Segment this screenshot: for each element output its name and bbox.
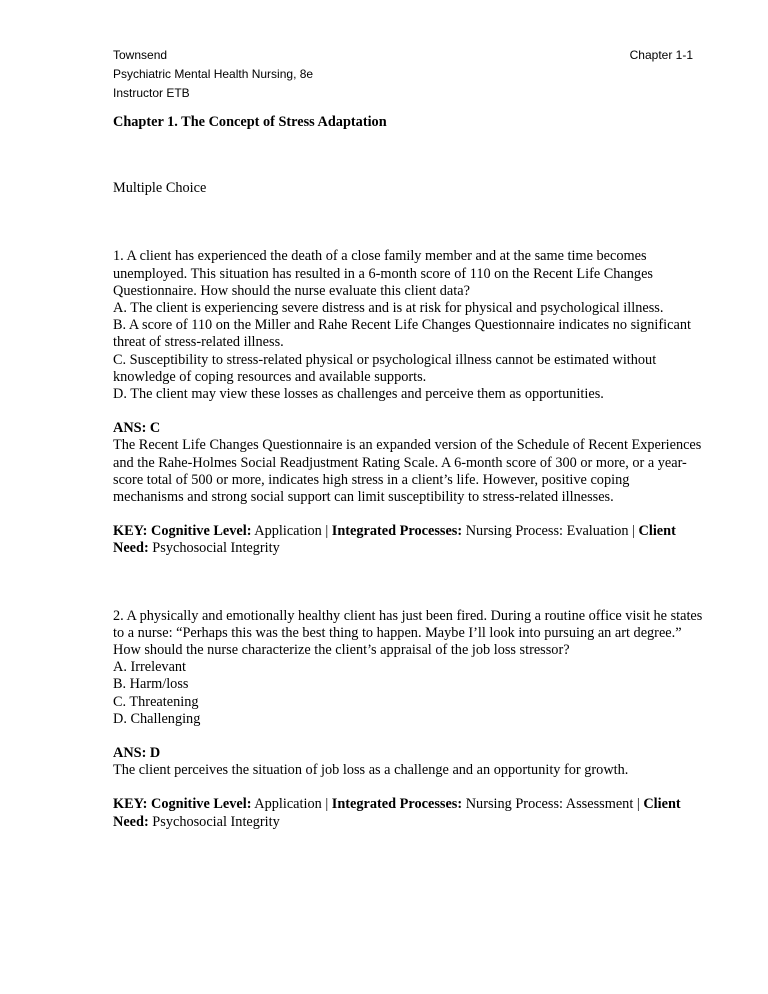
correct-answer: ANS: C [113, 420, 161, 437]
running-header-left [113, 46, 313, 103]
header-edition-type: Instructor ETB [113, 86, 190, 100]
cognitive-level-value: Application | [251, 796, 332, 813]
document-body [113, 114, 703, 831]
answer-option: B. Harm/loss [113, 676, 189, 693]
header-book: Psychiatric Mental Health Nursing, 8e [113, 67, 314, 81]
integrated-processes-label: Integrated Processes: [331, 523, 463, 540]
answer-option: C. Susceptibility to stress-related physical or psychological illness cannot be estimated without knowledge of coping resources and available supports. [113, 351, 657, 385]
answer-option: A. Irrelevant [113, 659, 187, 676]
answer-option: C. Threatening [113, 693, 199, 710]
key-line [113, 796, 703, 830]
question-1 [113, 248, 703, 557]
client-need-label: Client Need: [113, 796, 681, 830]
header-chapter-ref: Chapter 1-1 [629, 48, 693, 62]
client-need-label: Client Need: [113, 523, 676, 557]
key-prefix: KEY: [113, 523, 152, 540]
rationale: The Recent Life Changes Questionnaire is an expanded version of the Schedule of Recent Experiences and the Rahe-Holmes Social Readjustment Rating Scale. A 6-month score of 300 or more, or a year-score total of 500 or more, indicates high stress in a client’s life. However, positive coping mechanisms and strong social support can limit susceptibility to stress-related illnesses. [113, 437, 702, 506]
section-title: Multiple Choice [113, 180, 207, 197]
key-line [113, 523, 703, 557]
header-author: Townsend [113, 48, 168, 62]
cognitive-level-value: Application | [251, 523, 332, 540]
correct-answer: ANS: D [113, 745, 161, 762]
answer-option: D. The client may view these losses as challenges and perceive them as opportunities. [113, 386, 604, 403]
client-need-value: Psychosocial Integrity [148, 540, 280, 557]
chapter-title: Chapter 1. The Concept of Stress Adaptation [113, 114, 387, 130]
cognitive-level-label: Cognitive Level: [151, 523, 252, 540]
integrated-processes-value: Nursing Process: Assessment | [462, 796, 644, 813]
answer-option: B. A score of 110 on the Miller and Rahe Recent Life Changes Questionnaire indicates no significant threat of stress-related illness. [113, 317, 691, 351]
integrated-processes-value: Nursing Process: Evaluation | [462, 523, 639, 540]
answer-option: A. The client is experiencing severe distress and is at risk for physical and psychological illness. [113, 300, 664, 317]
rationale: The client perceives the situation of job loss as a challenge and an opportunity for growth. [113, 762, 629, 779]
answer-option: D. Challenging [113, 710, 201, 727]
question-2 [113, 608, 703, 831]
cognitive-level-label: Cognitive Level: [151, 796, 252, 813]
client-need-value: Psychosocial Integrity [148, 813, 280, 830]
question-stem: 1. A client has experienced the death of a close family member and at the same time becomes unemployed. This situation has resulted in a 6-month score of 110 on the Recent Life Changes Questionnaire. How should the nurse evaluate this client data? [113, 248, 653, 299]
integrated-processes-label: Integrated Processes: [331, 796, 463, 813]
question-stem: 2. A physically and emotionally healthy client has just been fired. During a routine office visit he states to a nurse: “Perhaps this was the best thing to happen. Maybe I’ll look into pursuing an art degree.” How should the nurse characterize the client’s appraisal of the job loss stressor? [113, 607, 703, 659]
key-prefix: KEY: [113, 796, 152, 813]
